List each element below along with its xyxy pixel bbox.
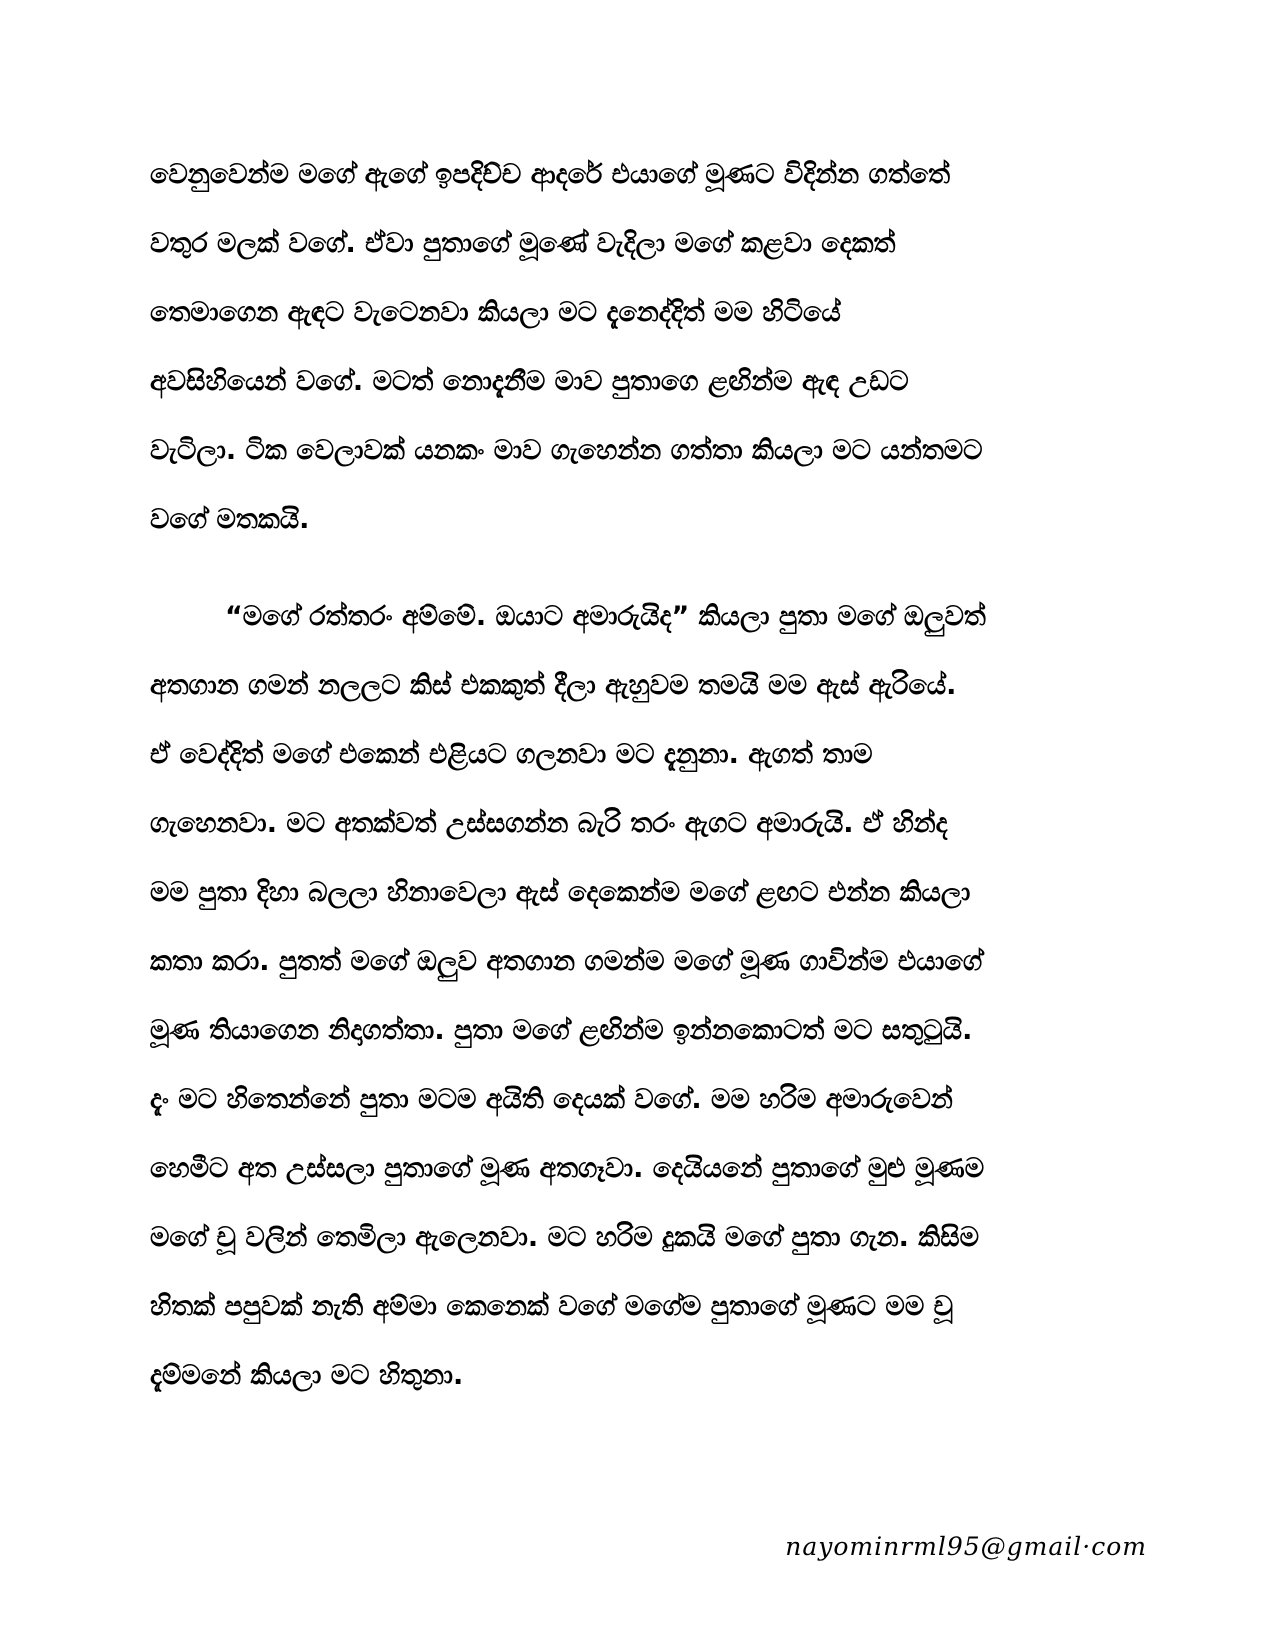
text-line: කතා කරා. පුතත් මගේ ඔලුව අතගාන ගමන්ම මගේ මූණ ගාවින්ම එයාගේ <box>150 946 983 977</box>
paragraph-spacer <box>150 554 1110 582</box>
text-line: වෙනුවෙන්ම මගේ ඇගේ ඉපදිච්ච ආදරේ එයාගේ මූණට විදින්න ගත්තේ <box>150 159 951 190</box>
text-line: හිතක් පපුවක් නැති අම්මා කෙනෙක් වගේ මගේම පුතාගේ මූණට මම චූ <box>150 1291 954 1322</box>
text-line: වතුර මලක් වගේ. ඒවා පුතාගේ මූණේ වැදිලා මගේ කළවා දෙකත් <box>150 228 896 259</box>
footer-email: nayominrml95@gmail·com <box>785 1532 1147 1561</box>
body-text <box>150 140 1110 1410</box>
text-line: ඒ වෙද්දිත් මගේ එකෙන් එළියට ගලනවා මට දැනුනා. ඇගත් තාම <box>150 739 873 770</box>
text-line: ගැහෙනවා. මට අතක්වත් උස්සගන්න බැරි තරං ඇගට අමාරුයි. ඒ හින්ද <box>150 808 948 839</box>
text-line: තෙමාගෙන ඇඳට වැටෙනවා කියලා මට දැනෙද්දිත් මම හිටියේ <box>150 297 841 328</box>
text-line: මූණ තියාගෙන නිදාගත්තා. පුතා මගේ ළඟින්ම ඉන්නකොටත් මට සතුටුයි. <box>150 1015 973 1046</box>
text-line: දැං මට හිතෙන්නේ පුතා මටම අයිති දෙයක් වගේ. මම හරිම අමාරුවෙන් <box>150 1084 953 1115</box>
text-line: අවසිහියෙන් වගේ. මටත් නොදැනීම මාව පුතාගෙ ළඟින්ම ඇඳ උඩට <box>150 366 909 397</box>
text-line: වගේ මතකයි. <box>150 504 310 535</box>
text-line: දැම්මනේ කියලා මට හිතුනා. <box>150 1360 464 1391</box>
text-line: “මගේ රත්තරං අම්මේ. ඔයාට අමාරුයිද” කියලා පුතා මගේ ඔලුවත් <box>225 601 986 632</box>
paragraph-2 <box>150 582 1110 1410</box>
text-line: අතගාන ගමන් නලලට කිස් එකකුත් දීලා ඇහුවම තමයි මම ඇස් ඇරියේ. <box>150 670 957 701</box>
text-line: හෙමීට අත උස්සලා පුතාගේ මූණ අතගෑවා. දෙයියනේ පුතාගේ මුළු මූණම <box>150 1153 985 1184</box>
text-line: මම පුතා දිහා බලලා හිනාවෙලා ඇස් දෙකෙන්ම මගේ ළඟට එන්න කියලා <box>150 877 971 908</box>
paragraph-1 <box>150 140 1110 554</box>
text-line: වැටිලා. ටික වෙලාවක් යනකං මාව ගැහෙන්න ගත්තා කියලා මට යන්තමට <box>150 435 983 466</box>
text-line: මගේ චූ වලින් තෙමිලා ඇලෙනවා. මට හරිම දුකයි මගේ පුතා ගැන. කිසිම <box>150 1222 980 1253</box>
